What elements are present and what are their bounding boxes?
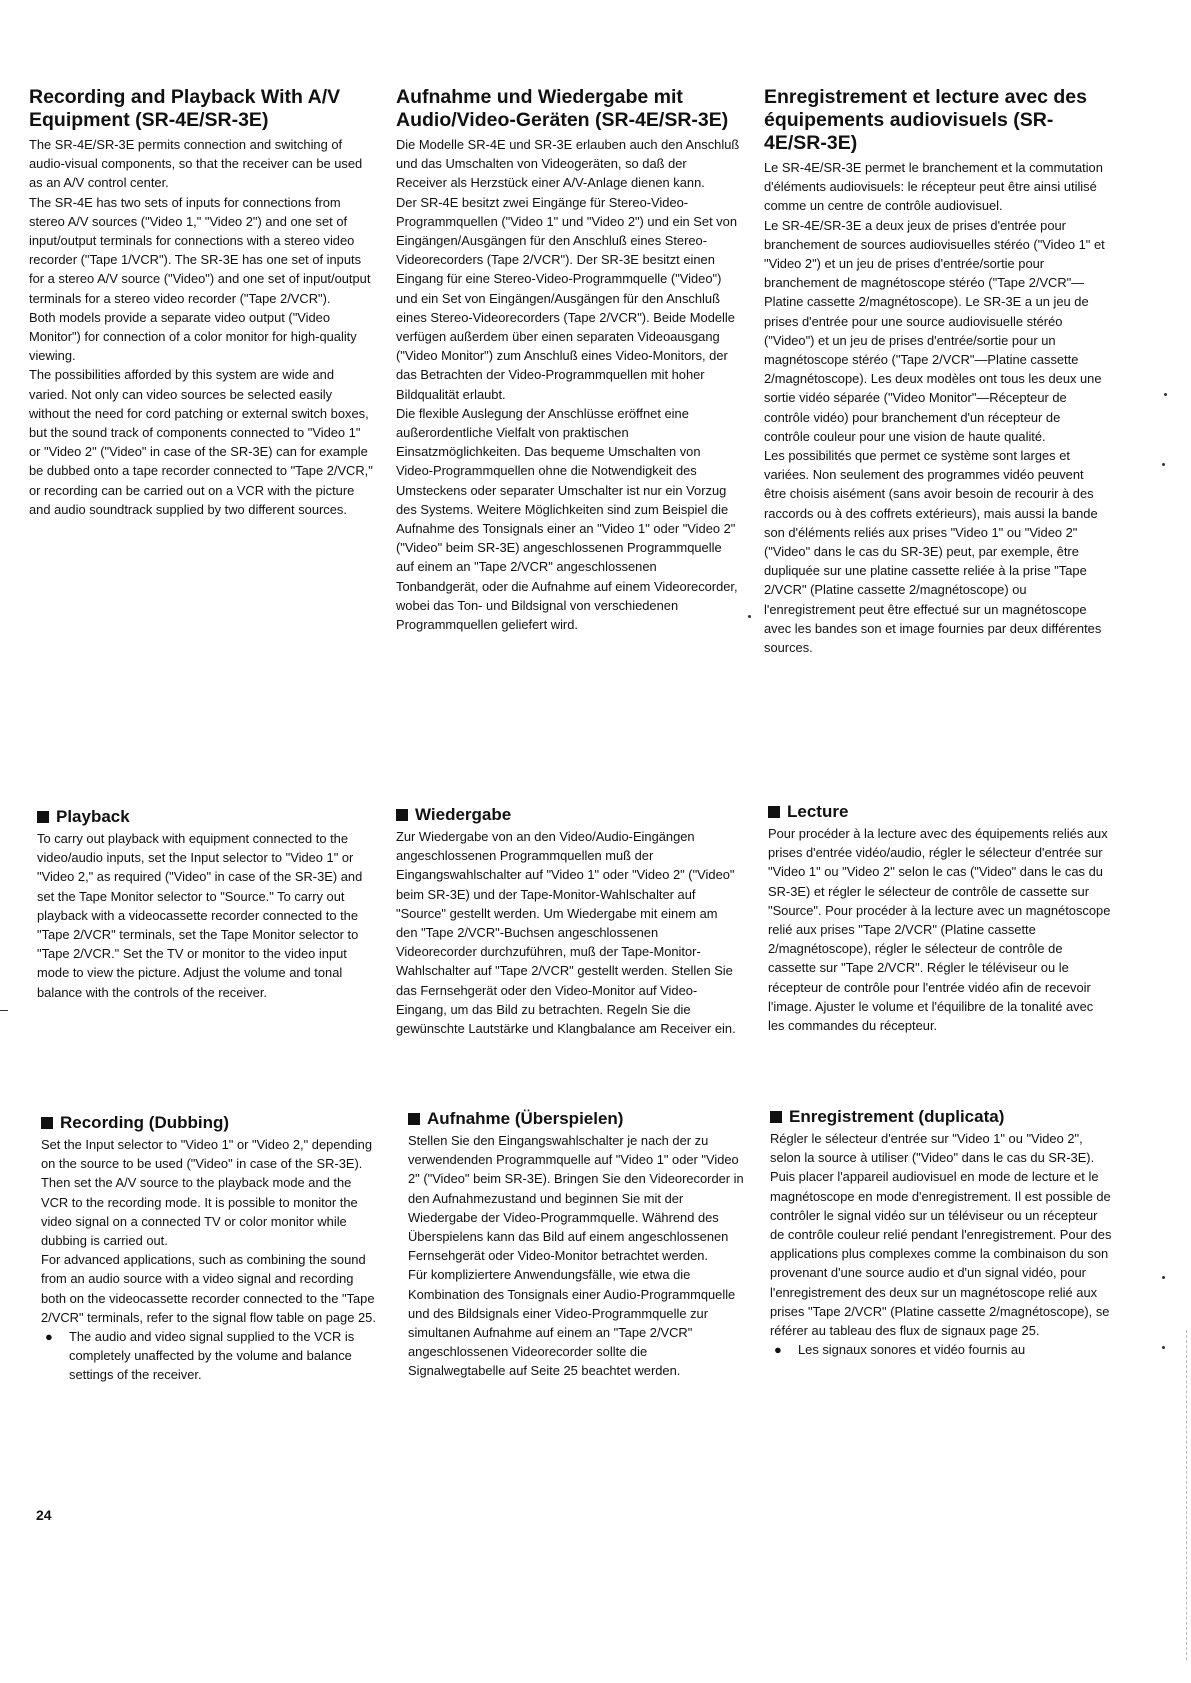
scan-mark (0, 1010, 8, 1011)
playback-heading: Wiedergabe (415, 805, 512, 824)
recording-heading: Enregistrement (duplicata) (789, 1107, 1005, 1126)
bullet-dot-icon: ● (774, 1342, 782, 1358)
recording-heading: Recording (Dubbing) (60, 1113, 230, 1132)
square-bullet-icon (770, 1111, 782, 1123)
bullet-dot-icon: ● (45, 1329, 53, 1345)
playback-section (768, 801, 1113, 1035)
bullet-text: The audio and video signal supplied to the VCR is completely unaffected by the volume and balance settings of the receiver. (69, 1329, 355, 1383)
recording-paragraph: Stellen Sie den Eingangswahlschalter je nach der zu verwendenden Programmquelle auf "Video 1" oder "Video 2" ("Video" beim SR-3E). Bringen Sie den Videorecorder in den Aufnahmezustand und beginnen Sie mit der Wiedergabe der Video-Programmquelle. Während des Überspielens kann das Bild auf einem angeschlossenen Fernsehgerät oder Video-Monitor betrachtet werden. (408, 1133, 744, 1264)
recording-paragraph: Set the Input selector to "Video 1" or "Video 2," depending on the source to be used ("Video" in case of the SR-3E). Then set the A/V source to the playback mode and the VCR to the recording mode. It is possible to monitor the video signal on a connected TV or color monitor while dubbing is carried out. (41, 1137, 373, 1249)
bullet-item (41, 1327, 377, 1385)
intro-paragraph: Le SR-4E/SR-3E permet le branchement et la commutation d'éléments audiovisuels: le récepteur peut être ainsi utilisé comme un centre de contrôle audiovisuel. (764, 160, 1103, 214)
playback-section (396, 804, 741, 1038)
square-bullet-icon (768, 806, 780, 818)
recording-paragraph: For advanced applications, such as combining the sound from an audio source with a video signal and recording both on the videocassette recorder connected to the "Tape 2/VCR" terminals, refer to the signal flow table on page 25. (41, 1252, 376, 1325)
recording-section (770, 1106, 1115, 1359)
intro-paragraph: The SR-4E has two sets of inputs for connections from stereo A/V sources ("Video 1," "Video 2") and one set of input/output terminals for connections with a stereo video recorder ("Tape 1/VCR"). The SR-3E has one set of inputs for a stereo A/V source ("Video") and one set of input/output terminals for a stereo video recorder ("Tape 2/VCR"). (29, 194, 371, 306)
playback-heading: Playback (56, 807, 130, 826)
intro-paragraph: Der SR-4E besitzt zwei Eingänge für Stereo-Video-Programmquellen ("Video 1" und "Video 2") und ein Set von Eingängen/Ausgängen für den Anschluß eines Stereo-Videorecorders (Tape 2/VCR"). Der SR-3E besitzt einen Eingang für eine Stereo-Video-Programmquelle ("Video") und ein Set von Eingängen/Ausgängen für den Anschluß eines Stereo-Videorecorders (Tape 2/VCR"). Beide Modelle verfügen außerdem über einen separaten Videoausgang ("Video Monitor") zum Anschluß eines Video-Monitors, der das Betrachten der Video-Programmquellen mit hoher Bildqualität erlaubt. (396, 194, 738, 402)
playback-heading: Lecture (787, 802, 849, 821)
section-title: Enregistrement et lecture avec des équipements audiovisuels (SR-4E/SR-3E) (764, 86, 1087, 154)
section-title: Aufnahme und Wiedergabe mit Audio/Video-Geräten (SR-4E/SR-3E) (396, 86, 729, 131)
intro-paragraph: The SR-4E/SR-3E permits connection and switching of audio-visual components, so that the receiver can be used as an A/V control center. (29, 137, 363, 191)
section-title: Recording and Playback With A/V Equipment (SR-4E/SR-3E) (29, 86, 341, 131)
scan-mark (1162, 463, 1165, 466)
square-bullet-icon (37, 811, 49, 823)
scan-edge (1186, 1330, 1188, 1660)
playback-paragraph: Pour procéder à la lecture avec des équipements reliés aux prises d'entrée vidéo/audio, régler le sélecteur d'entrée sur "Video 1" ou "Video 2" selon le cas ("Video" dans le cas du SR-3E) et régler le sélecteur de contrôle de cassette sur "Source". Pour procéder à la lecture avec un magnétoscope relié aux prises "Tape 2/VCR" (Platine cassette 2/magnétoscope), régler le sélecteur de contrôle de cassette sur "Tape 2/VCR". Régler le téléviseur ou le récepteur de contrôle pour l'entrée vidéo afin de recevoir l'image. Ajuster le volume et l'équilibre de la tonalité avec les commandes du récepteur. (768, 826, 1111, 1034)
square-bullet-icon (41, 1117, 53, 1129)
square-bullet-icon (396, 809, 408, 821)
scan-mark (748, 615, 751, 618)
intro-paragraph: Die flexible Auslegung der Anschlüsse eröffnet eine außerordentliche Vielfalt von praktischen Einsatzmöglichkeiten. Das bequeme Umschalten von Video-Programmquellen ohne die Notwendigkeit des Umsteckens oder separater Umschalter ist nur ein Vorzug des Systems. Weitere Möglichkeiten sind zum Beispiel die Aufnahme des Tonsignals einer an "Video 1" oder "Video 2" ("Video" beim SR-3E) angeschlossenen Programmquelle auf einem an "Tape 2/VCR" angeschlossenen Tonbandgerät, oder die Aufnahme auf einem Videorecorder, wobei das Ton- und Bildsignal von verschiedenen Programmquellen geliefert wird. (396, 405, 738, 633)
playback-paragraph: Zur Wiedergabe von an den Video/Audio-Eingängen angeschlossenen Programmquellen muß der Eingangswahlschalter auf "Video 1" oder "Video 2" ("Video" beim SR-3E) und der Tape-Monitor-Wahlschalter auf "Source" gestellt werden. Um Wiedergabe mit einem am den "Tape 2/VCR"-Buchsen angeschlossenen Videorecorder durchzuführen, muß der Tape-Monitor-Wahlschalter auf "Tape 2/VCR" gestellt werden. Stellen Sie das Fernsehgerät oder den Video-Monitor auf Video-Eingang, um das Bild zu betrachten. Regeln Sie die gewünschte Lautstärke und Klangbalance am Receiver ein. (396, 829, 736, 1037)
intro-paragraph: Les possibilités que permet ce système sont larges et variées. Non seulement des programmes vidéo peuvent être choisis aisément (sans avoir besoin de recourir à des raccords ou à des coffrets extérieurs), mais aussi la bande son d'éléments reliés aux prises "Video 1" ou "Video 2" ("Video" dans le cas du SR-3E) peut, par exemple, être dupliquée sur une platine cassette reliée à la prise "Tape 2/VCR" (Platine cassette 2/magnétoscope) ou l'enregistrement peut être effectué sur un magnétoscope avec les bandes son et image fournies par deux différentes sources. (764, 448, 1102, 656)
intro-paragraph: Die Modelle SR-4E und SR-3E erlauben auch den Anschluß und das Umschalten von Videogeräten, so daß der Receiver als Herzstück einer A/V-Anlage dienen kann. (396, 137, 740, 191)
recording-paragraph: Régler le sélecteur d'entrée sur "Video 1" ou "Video 2", selon la source à utiliser ("Video" dans le cas du SR-3E). Puis placer l'appareil audiovisuel en mode de lecture et le magnétoscope en mode d'enregistrement. Il est possible de contrôler le signal vidéo sur un téléviseur ou un récepteur de contrôle couleur relié pendant l'enregistrement. Pour des applications plus complexes comme la combinaison du son provenant d'une source audio et d'un signal vidéo, pour l'enregistrement des deux sur un magnétoscope relié aux prises "Tape 2/VCR" (Platine cassette 2/magnétoscope), se référer au tableau des flux de signaux page 25. (770, 1131, 1112, 1339)
column-french (764, 86, 1112, 1358)
scan-mark (1164, 393, 1167, 396)
page-number: 24 (36, 1507, 52, 1523)
column-german (396, 86, 744, 1379)
intro-paragraph: Both models provide a separate video output ("Video Monitor") for connection of a color monitor for high-quality viewing. (29, 309, 357, 364)
recording-section (41, 1112, 377, 1385)
square-bullet-icon (408, 1113, 420, 1125)
intro-paragraph: Le SR-4E/SR-3E a deux jeux de prises d'entrée pour branchement de sources audiovisuelles stéréo ("Video 1" et "Video 2") et un jeu de prises d'entrée/sortie pour branchement de magnétoscope stéréo ("Tape 2/VCR"—Platine cassette 2/magnétoscope). Le SR-3E a un jeu de prises d'entrée pour une source audiovisuelle stéréo ("Video") et un jeu de prises d'entrée/sortie pour un magnétoscope stéréo ("Tape 2/VCR"—Platine cassette 2/magnétoscope). Les deux modèles ont tous les deux une sortie vidéo séparée ("Video Monitor"—Récepteur de contrôle vidéo) pour branchement d'un récepteur de contrôle couleur pour une vision de haute qualité. (764, 217, 1105, 444)
bullet-item (770, 1340, 1115, 1359)
recording-section (408, 1108, 746, 1381)
intro-paragraph: The possibilities afforded by this system are wide and varied. Not only can video sources be selected easily without the need for cord patching or external switch boxes, but the sound track of components connected to "Video 1" or "Video 2" ("Video" in case of the SR-3E) can for example be dubbed onto a tape recorder connected to "Tape 2/VCR," or recording can be carried out on a VCR with the picture and audio soundtrack supplied by two different sources. (29, 367, 373, 517)
scan-mark (1162, 1346, 1165, 1349)
playback-paragraph: To carry out playback with equipment connected to the video/audio inputs, set the Input selector to "Video 1" or "Video 2," as required ("Video" in case of the SR-3E) and set the Tape Monitor selector to "Source." To carry out playback with a videocassette recorder connected to the "Tape 2/VCR" terminals, set the Tape Monitor selector to "Tape 2/VCR." Set the TV or monitor to the video input mode to view the picture. Adjust the volume and tonal balance with the controls of the receiver. (37, 831, 363, 1000)
column-english (29, 86, 376, 1383)
bullet-text: Les signaux sonores et vidéo fournis au (798, 1342, 1026, 1358)
recording-heading: Aufnahme (Überspielen) (427, 1109, 624, 1128)
playback-section (37, 806, 375, 1002)
recording-paragraph: Für kompliziertere Anwendungsfälle, wie etwa die Kombination des Tonsignals einer Audio-Programmquelle und des Bildsignals einer Video-Programmquelle zur simultanen Aufnahme auf einem an "Tape 2/VCR" angeschlossenen Videorecorder sollte die Signalwegtabelle auf Seite 25 beachtet werden. (408, 1267, 736, 1379)
scan-mark (1162, 1276, 1165, 1279)
